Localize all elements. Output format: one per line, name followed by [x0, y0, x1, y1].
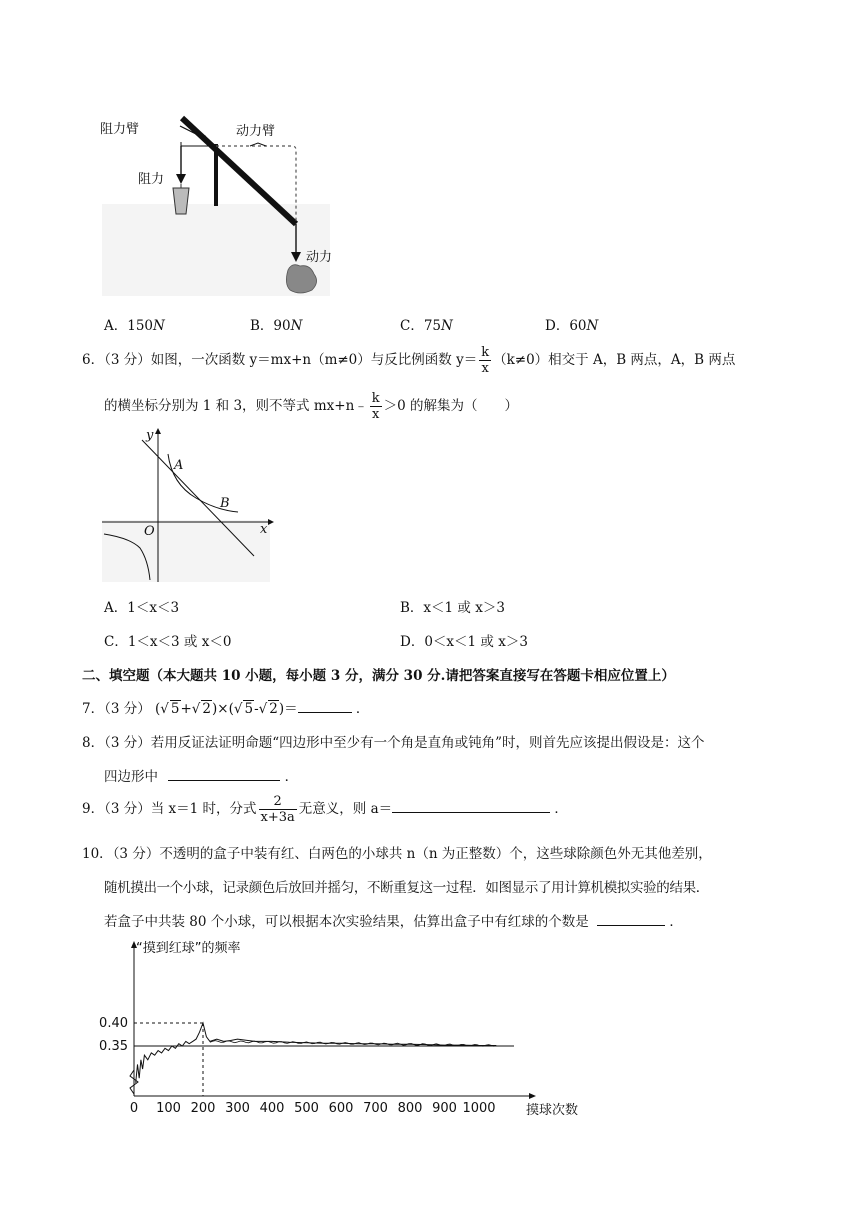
option-letter: D． [545, 318, 570, 334]
x-tick-label: 1000 [462, 1101, 496, 1116]
question-end: ． [554, 801, 568, 817]
q5-option-a [104, 314, 165, 334]
answer-blank[interactable] [168, 766, 280, 781]
question-number: 6． [82, 352, 105, 368]
q7-expression: (√ 5+√ 2)×(√ 5-√ 2) [155, 701, 285, 717]
option-value: 150 [127, 318, 154, 334]
x-tick-label: 300 [225, 1101, 250, 1116]
radicand-5: 5 [170, 701, 180, 717]
option-letter: A． [104, 600, 128, 616]
option-letter: A． [104, 318, 128, 334]
q6-line1 [82, 345, 735, 376]
x-axis-label: 摸球次数 [526, 1103, 579, 1116]
y-tick-label: 0.35 [99, 1039, 128, 1054]
option-text: x＜1 或 x＞3 [423, 600, 505, 616]
frequency-chart [96, 936, 606, 1116]
graph-background [102, 520, 270, 582]
frequency-chart-svg [96, 936, 606, 1116]
option-text: 0＜x＜1 或 x＞3 [424, 634, 528, 650]
radicand-5-b: 5 [244, 701, 254, 717]
option-text: 1＜x＜3 [127, 600, 180, 616]
fraction-denominator: x+3a [260, 810, 295, 825]
q5-option-b [250, 314, 302, 334]
q6-option-a [104, 596, 179, 616]
question-score: （3 分） [104, 701, 151, 717]
option-letter: C． [104, 634, 128, 650]
y-axis-arrow [155, 428, 161, 434]
question-number: 7． [82, 701, 105, 717]
question-end: ． [284, 769, 299, 785]
q6-option-d [400, 630, 528, 650]
section-heading: 二、填空题（本大题共 10 小题，每小题 3 分，满分 30 分.请把答案直接写在答题卡相应位置上） [82, 668, 675, 684]
question-end: ． [355, 701, 370, 717]
option-value: 75 [423, 318, 442, 334]
option-value: 60 [569, 318, 587, 334]
x-tick-label: 400 [259, 1101, 285, 1116]
question-score: （3 分） [104, 352, 151, 368]
answer-blank[interactable] [298, 698, 352, 713]
q10-line1 [82, 842, 712, 862]
x-tick-label: 600 [328, 1101, 354, 1116]
equals-sign: ＝ [284, 701, 298, 717]
graph-x-label: x [260, 522, 268, 537]
option-letter: B． [400, 600, 424, 616]
graph-origin-label: O [144, 524, 155, 539]
x-tick-label: 800 [397, 1101, 423, 1116]
fraction-denominator: x [372, 407, 380, 422]
y-axis-label: “摸到红球”的频率 [136, 941, 241, 956]
answer-blank[interactable] [392, 798, 550, 813]
answer-blank[interactable] [597, 911, 665, 926]
resistance-arrowhead [176, 174, 186, 184]
q9 [82, 794, 568, 825]
x-tick-label: 900 [432, 1101, 457, 1116]
q5-option-c [400, 314, 453, 334]
question-score: （3 分） [104, 735, 151, 751]
label-resistance-arm: 阻力臂 [100, 122, 140, 137]
x-axis-arrow [529, 1093, 536, 1099]
graph-y-label: y [146, 428, 154, 443]
q8-line1 [82, 731, 705, 751]
label-resistance: 阻力 [138, 172, 165, 187]
y-tick-label: 0.40 [99, 1016, 128, 1031]
q5-option-d [545, 314, 598, 334]
question-number: 9． [82, 801, 105, 817]
q6-text-d: ＞0 的解集为（ ） [383, 398, 519, 414]
question-number: 8． [82, 735, 105, 751]
q6-text-a: 如图，一次函数 y＝mx+n（m≠0）与反比例函数 y＝ [150, 352, 478, 368]
fraction-numerator: k [371, 391, 380, 406]
fraction-numerator: k [481, 345, 490, 360]
q10-text-3: 若盒子中共装 80 个小球，可以根据本次实验结果，估算出盒子中有红球的个数是 [104, 914, 589, 930]
q6-option-b [400, 596, 505, 616]
label-power: 动力 [306, 250, 333, 265]
option-unit: N [441, 318, 453, 334]
q8-line2 [104, 765, 298, 785]
fraction-numerator: 2 [259, 794, 297, 810]
question-number: 10． [82, 846, 113, 862]
option-letter: B． [250, 318, 274, 334]
option-value: 90 [273, 318, 291, 334]
frequency-series-line [136, 1023, 497, 1083]
q10-line3 [104, 910, 683, 930]
x-tick-label: 500 [294, 1101, 319, 1116]
option-letter: C． [400, 318, 424, 334]
fraction-k-over-x-2 [370, 391, 382, 422]
q6-text-c: 的横坐标分别为 1 和 3，则不等式 mx+n﹣ [104, 398, 368, 414]
fraction-2-over-x3a [259, 794, 297, 825]
q9-text-a: 当 x＝1 时，分式 [150, 801, 257, 817]
q6-option-c [104, 630, 231, 650]
option-letter: D． [400, 634, 425, 650]
x-tick-label: 700 [363, 1101, 388, 1116]
question-score: （3 分） [112, 846, 160, 862]
lever-figure [100, 104, 340, 304]
option-unit: N [153, 318, 165, 334]
radicand-2-b: 2 [269, 701, 278, 717]
q10-text-1: 不透明的盒子中装有红、白两色的小球共 n（n 为正整数）个，这些球除颜色外无其他差别， [159, 846, 712, 862]
bucket [173, 188, 189, 214]
q7 [82, 697, 369, 717]
fraction-denominator: x [481, 361, 489, 376]
q9-text-b: 无意义，则 a＝ [298, 801, 393, 817]
option-unit: N [586, 318, 599, 334]
question-score: （3 分） [104, 801, 151, 817]
q6-line2 [104, 391, 518, 422]
label-power-arm: 动力臂 [236, 124, 276, 139]
radicand-2: 2 [202, 701, 212, 717]
q8-text-2: 四边形中 [104, 769, 158, 785]
x-axis-arrow [268, 519, 274, 525]
point-b-label: B [220, 496, 230, 511]
x-tick-label: 200 [190, 1101, 216, 1116]
fraction-k-over-x [479, 345, 491, 376]
x-tick-label: 100 [156, 1101, 181, 1116]
times-sign: × [217, 701, 229, 717]
function-graph [100, 424, 275, 584]
option-unit: N [290, 318, 303, 334]
option-text: 1＜x＜3 或 x＜0 [127, 634, 232, 650]
question-end: ． [669, 914, 683, 930]
q8-text: 若用反证法证明命题“四边形中至少有一个角是直角或钝角”时，则首先应该提出假设是：这个 [150, 735, 705, 751]
q10-line2: 随机摸出一个小球，记录颜色后放回并摇匀，不断重复这一过程．如图显示了用计算机模拟实验的结果． [104, 880, 709, 896]
q6-text-b: （k≠0）相交于 A，B 两点，A，B 两点 [493, 352, 736, 368]
q6-graph [100, 424, 275, 584]
point-a-label: A [174, 458, 184, 473]
x-tick-label: 0 [129, 1101, 139, 1116]
